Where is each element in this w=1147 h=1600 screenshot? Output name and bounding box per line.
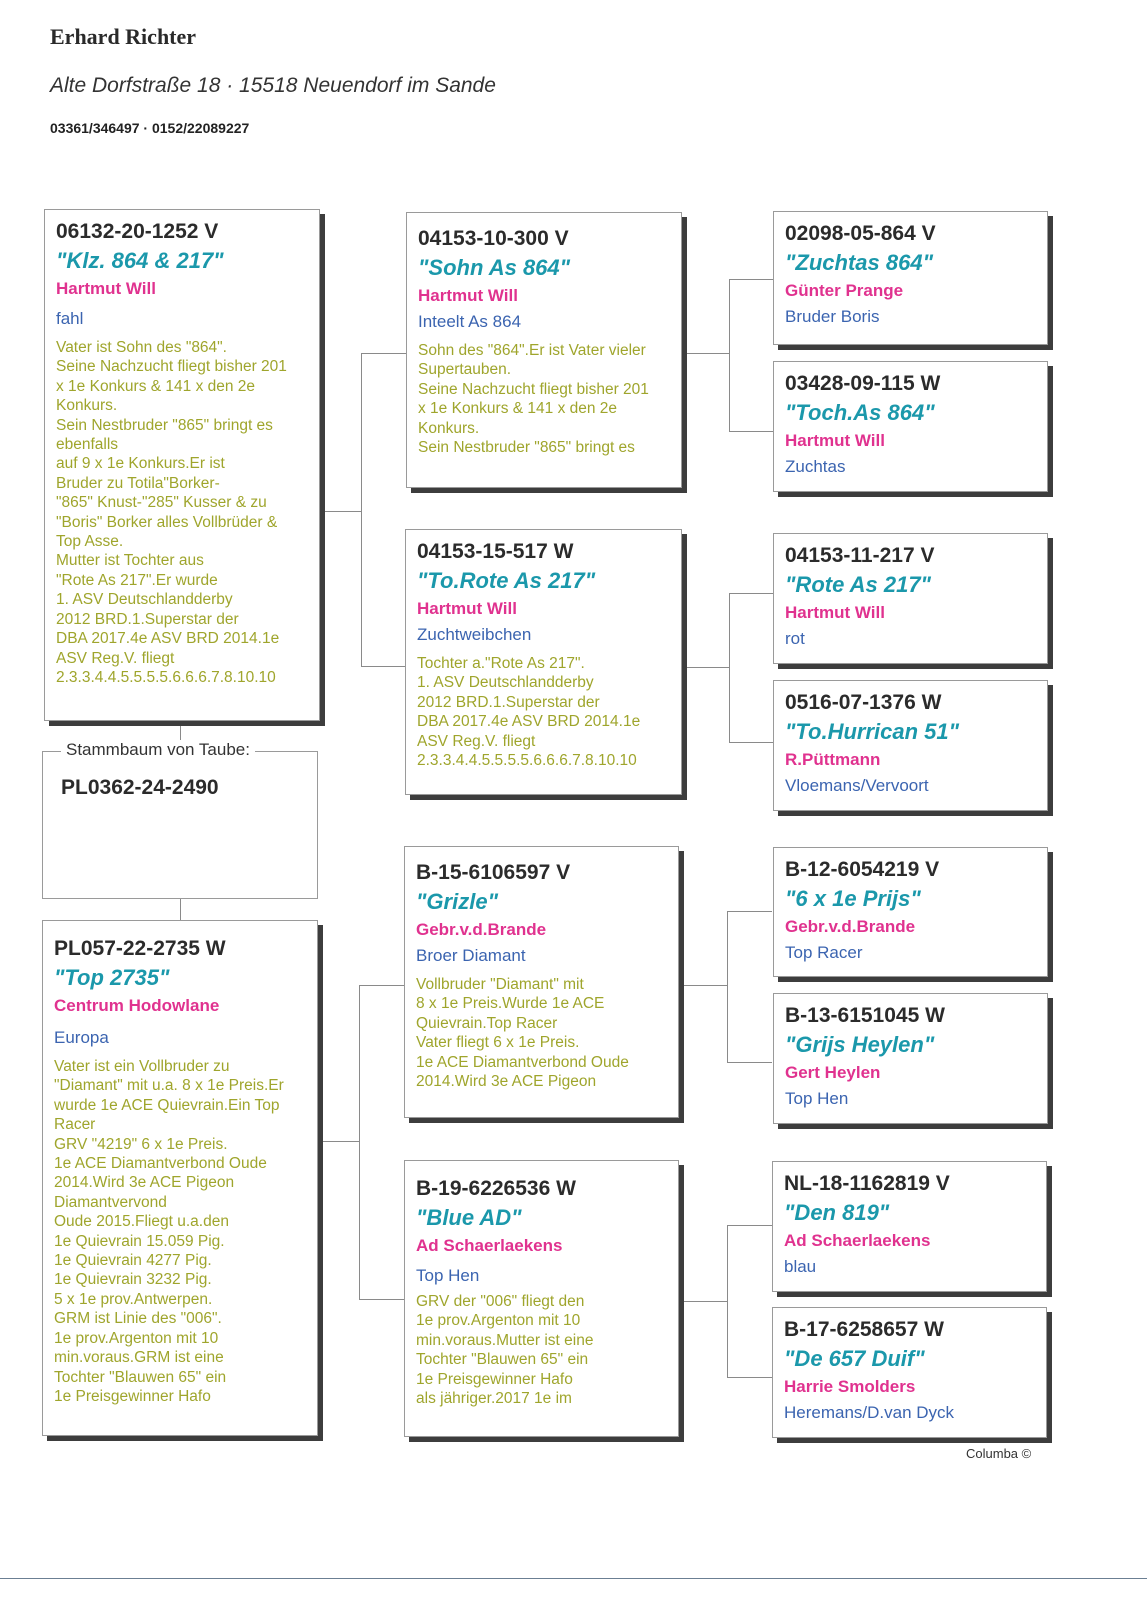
pigeon-notes: Sohn des "864".Er ist Vater vieler Supertauben. Seine Nachzucht fliegt bisher 201 x 1e Konkurs & 141 x den 2e Konkurs. Sein Nestbruder "865" bringt es [418,342,649,457]
connector-line [322,511,362,512]
pigeon-notes: Vater ist ein Vollbruder zu "Diamant" mit u.a. 8 x 1e Preis.Er wurde 1e ACE Quievrain.Ein Top Racer GRV "4219" 6 x 1e Preis. 1e ACE Diamantverbond Oude 2014.Wird 3e ACE Pigeon Diamantvervond Oude 2015.Fliegt u.a.den 1e Quievrain 15.059 Pig. 1e Quievrain 4277 Pig. 1e Quievrain 3232 Pig. 5 x 1e prov.Antwerpen. GRM ist Linie des "006". 1e prov.Argenton mit 10 min.voraus.GRM ist eine Tochter "Blauwen 65" ein 1e Preisgewinner Hafo [54,1058,284,1405]
ring-number: 04153-15-517 W [417,540,574,563]
pigeon-name: "Top 2735" [54,965,170,990]
pigeon-info: Broer Diamant [416,946,526,965]
pigeon-info: rot [785,629,805,648]
pigeon-name: "To.Hurrican 51" [785,719,960,744]
pigeon-info: Zuchtweibchen [417,625,532,644]
ring-number: B-13-6151045 W [785,1004,945,1027]
connector-line [180,898,181,920]
connector-line [729,279,730,432]
breeder-name: Hartmut Will [56,279,156,298]
ring-number: B-17-6258657 W [784,1318,944,1341]
pigeon-name: "6 x 1e Prijs" [785,886,921,911]
connector-line [361,353,362,667]
connector-line [729,742,773,743]
ring-number: PL057-22-2735 W [54,937,226,960]
pigeon-info: Heremans/D.van Dyck [784,1403,955,1422]
grandparent-card [404,846,679,1118]
subject-box [42,740,318,899]
connector-line [729,279,773,280]
ring-number: 0516-07-1376 W [785,691,942,714]
connector-line [359,985,404,986]
breeder-name: Ad Schaerlaekens [784,1231,931,1250]
pigeon-name: "Grizle" [416,889,498,914]
pigeon-notes: Vater ist Sohn des "864". Seine Nachzucht fliegt bisher 201 x 1e Konkurs & 141 x den 2e Konkurs. Sein Nestbruder "865" bringt es ebenfalls auf 9 x 1e Konkurs.Er ist Bruder zu Totila"Borker- "865" Knust-"285" Kusser & zu "Boris" Borker alles Vollbrüder & Top Asse. Mutter ist Tochter aus "Rote As 217".Er wurde 1. ASV Deutschlandderby 2012 BRD.1.Superstar der DBA 2017.4e ASV BRD 2014.1e ASV Reg.V. fliegt 2.3.3.4.4.5.5.5.5.6.6.6.7.8.10.10 [56,339,287,686]
great-grandparent-card [773,361,1048,492]
connector-line [361,353,406,354]
connector-line [680,1301,728,1302]
connector-line [727,1062,772,1063]
great-grandparent-card [773,211,1048,345]
connector-line [319,1141,360,1142]
pigeon-name: "Toch.As 864" [785,400,935,425]
breeder-name: Gebr.v.d.Brande [416,920,547,939]
connector-line [684,667,730,668]
connector-line [727,1225,772,1226]
grandparent-card [404,1160,679,1437]
pigeon-info: Inteelt As 864 [418,312,522,331]
grandparent-card [406,212,682,488]
pigeon-notes: Vollbruder "Diamant" mit 8 x 1e Preis.Wurde 1e ACE Quievrain.Top Racer Vater fliegt 6 x 1e Preis. 1e ACE Diamantverbond Oude 2014.Wird 3e ACE Pigeon [416,976,629,1091]
pigeon-name: "Sohn As 864" [418,255,571,280]
subject-ring: PL0362-24-2490 [61,776,219,799]
breeder-name: Hartmut Will [417,599,517,618]
ring-number: B-19-6226536 W [416,1177,576,1200]
breeder-name: Hartmut Will [785,431,885,450]
pigeon-info: Zuchtas [785,457,846,476]
pigeon-name: "To.Rote As 217" [417,568,596,593]
pigeon-name: "Klz. 864 & 217" [56,248,224,273]
owner-name: Erhard Richter [50,24,197,49]
breeder-name: Gebr.v.d.Brande [785,917,916,936]
pigeon-info: Top Hen [785,1089,849,1108]
great-grandparent-card [772,1161,1047,1292]
pigeon-name: "De 657 Duif" [784,1346,925,1371]
pigeon-name: "Zuchtas 864" [785,250,934,275]
grandparent-card [405,529,682,795]
pigeon-name: "Grijs Heylen" [785,1032,935,1057]
subject-label: Stammbaum von Taube: [61,740,255,760]
ring-number: 06132-20-1252 V [56,220,219,243]
ring-number: 04153-10-300 V [418,227,569,250]
breeder-name: Hartmut Will [418,286,518,305]
breeder-name: Centrum Hodowlane [54,996,220,1015]
connector-line [729,431,773,432]
pigeon-name: "Rote As 217" [785,572,931,597]
great-grandparent-card [772,1307,1047,1438]
connector-line [729,593,773,594]
great-grandparent-card [773,847,1048,977]
pigeon-info: Vloemans/Vervoort [785,776,929,795]
great-grandparent-card [773,533,1048,664]
connector-line [727,1225,728,1378]
connector-line [727,911,728,1063]
breeder-name: Günter Prange [785,281,904,300]
connector-line [359,985,360,1300]
pigeon-info: fahl [56,309,84,328]
breeder-name: Ad Schaerlaekens [416,1236,563,1255]
pigeon-info: Top Hen [416,1266,480,1285]
great-grandparent-card [773,680,1048,811]
connector-line [684,353,730,354]
connector-line [361,666,406,667]
pigeon-info: Europa [54,1028,109,1047]
mother-card [42,920,318,1436]
pigeon-notes: GRV der "006" fliegt den 1e prov.Argenton mit 10 min.voraus.Mutter ist eine Tochter "Blauwen 65" ein 1e Preisgewinner Hafo als jähriger.2017 1e im [416,1293,594,1408]
breeder-name: Harrie Smolders [784,1377,916,1396]
ring-number: 02098-05-864 V [785,222,936,245]
breeder-name: Hartmut Will [785,603,885,622]
connector-line [359,1299,404,1300]
connector-line [727,1377,772,1378]
pigeon-name: "Blue AD" [416,1205,522,1230]
ring-number: B-12-6054219 V [785,858,940,881]
ring-number: B-15-6106597 V [416,861,571,884]
ring-number: 03428-09-115 W [785,372,941,395]
pigeon-name: "Den 819" [784,1200,890,1225]
breeder-name: Gert Heylen [785,1063,881,1082]
bottom-divider [0,1578,1147,1579]
owner-address: Alte Dorfstraße 18 · 15518 Neuendorf im Sande [50,74,496,97]
pigeon-info: blau [784,1257,817,1276]
ring-number: NL-18-1162819 V [784,1172,950,1195]
copyright-text: Columba © [966,1446,1032,1461]
pigeon-info: Bruder Boris [785,307,880,326]
connector-line [680,985,728,986]
owner-phone: 03361/346497 · 0152/22089227 [50,120,250,136]
pigeon-notes: Tochter a."Rote As 217". 1. ASV Deutschlandderby 2012 BRD.1.Superstar der DBA 2017.4e ASV BRD 2014.1e ASV Reg.V. fliegt 2.3.3.4.4.5.5.5.5.6.6.6.7.8.10.10 [417,655,641,770]
connector-line [727,911,772,912]
connector-line [729,593,730,743]
great-grandparent-card [773,993,1048,1124]
breeder-name: R.Püttmann [785,750,881,769]
pigeon-info: Top Racer [785,943,863,962]
father-card [44,209,320,721]
ring-number: 04153-11-217 V [785,544,935,567]
